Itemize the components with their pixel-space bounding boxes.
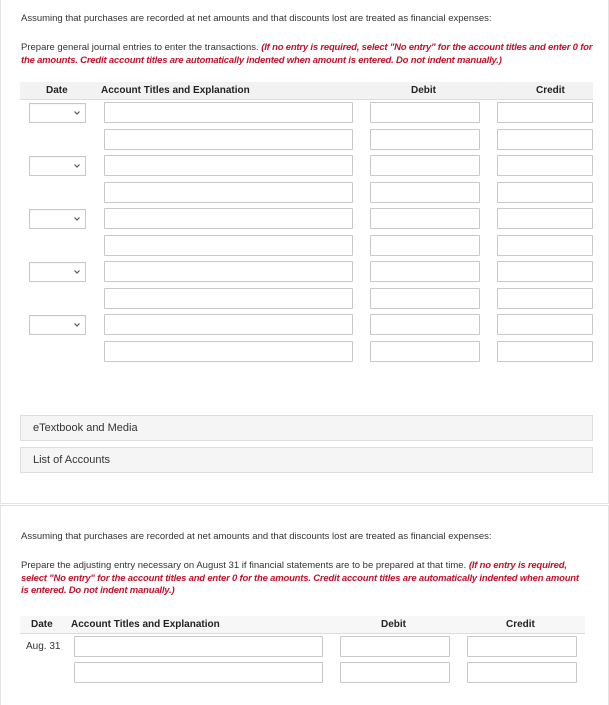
part2-intro: Assuming that purchases are recorded at net amounts and that discounts lost are treated as financial expenses: — [21, 531, 492, 542]
header-credit: Credit — [536, 85, 565, 96]
part1-instruction-text: Prepare general journal entries to enter the transactions. — [21, 42, 259, 53]
entry-credit-input[interactable] — [497, 288, 593, 309]
entry-date-select[interactable] — [29, 315, 86, 335]
part1-intro: Assuming that purchases are recorded at net amounts and that discounts lost are treated as financial expenses: — [21, 13, 492, 24]
entry-credit-input[interactable] — [497, 155, 593, 176]
adj-account-input[interactable] — [74, 662, 323, 683]
part1-instructions — [21, 42, 596, 67]
adjusting-table-header — [20, 616, 585, 634]
entry-credit-input[interactable] — [497, 129, 593, 150]
part2-instruction-text: Prepare the adjusting entry necessary on August 31 if financial statements are to be prepared at that time. — [21, 560, 467, 571]
entry-date-select[interactable] — [29, 156, 86, 176]
chevron-down-icon — [73, 162, 81, 170]
entry-account-input[interactable] — [104, 235, 353, 256]
entry-account-input[interactable] — [104, 208, 353, 229]
entry-credit-input[interactable] — [497, 261, 593, 282]
chevron-down-icon — [73, 268, 81, 276]
entry-account-input[interactable] — [104, 341, 353, 362]
entry-debit-input[interactable] — [370, 288, 480, 309]
chevron-down-icon — [73, 321, 81, 329]
entry-date-select[interactable] — [29, 103, 86, 123]
chevron-down-icon — [73, 215, 81, 223]
adj-credit-input[interactable] — [467, 636, 577, 657]
entry-account-input[interactable] — [104, 314, 353, 335]
entry-debit-input[interactable] — [370, 129, 480, 150]
entry-date-select[interactable] — [29, 262, 86, 282]
adj-debit-input[interactable] — [340, 636, 450, 657]
entry-debit-input[interactable] — [370, 235, 480, 256]
entry-debit-input[interactable] — [370, 155, 480, 176]
part2-instruction-red: (If no entry is required, select "No entry" for the account titles and enter 0 for the amounts. Credit account titles are automatically indented when amount is entered. Do not indent manually.) — [21, 560, 579, 596]
header-account-titles: Account Titles and Explanation — [101, 85, 250, 96]
entry-date-select[interactable] — [29, 209, 86, 229]
chevron-down-icon — [73, 109, 81, 117]
entry-account-input[interactable] — [104, 261, 353, 282]
entry-account-input[interactable] — [104, 288, 353, 309]
entry-debit-input[interactable] — [370, 182, 480, 203]
adj-header-debit: Debit — [381, 619, 406, 630]
list-of-accounts-link[interactable]: List of Accounts — [20, 447, 593, 473]
adjusting-entry-card — [0, 505, 609, 705]
entry-debit-input[interactable] — [370, 341, 480, 362]
adj-account-input[interactable] — [74, 636, 323, 657]
header-date: Date — [46, 85, 68, 96]
entry-account-input[interactable] — [104, 155, 353, 176]
entry-debit-input[interactable] — [370, 102, 480, 123]
adj-header-account-titles: Account Titles and Explanation — [71, 619, 220, 630]
adj-header-credit: Credit — [506, 619, 535, 630]
entry-debit-input[interactable] — [370, 314, 480, 335]
entry-credit-input[interactable] — [497, 102, 593, 123]
adj-date-label: Aug. 31 — [26, 641, 61, 652]
etextbook-media-link[interactable]: eTextbook and Media — [20, 415, 593, 441]
entry-account-input[interactable] — [104, 102, 353, 123]
part2-instructions — [21, 560, 581, 598]
adj-debit-input[interactable] — [340, 662, 450, 683]
part1-instruction-red: (If no entry is required, select "No entry" for the account titles and enter 0 for the amounts. Credit account titles are automatically indented when amount is entered. Do not indent manually.) — [21, 42, 593, 66]
entry-debit-input[interactable] — [370, 261, 480, 282]
adj-credit-input[interactable] — [467, 662, 577, 683]
entry-credit-input[interactable] — [497, 182, 593, 203]
entry-credit-input[interactable] — [497, 341, 593, 362]
entry-credit-input[interactable] — [497, 314, 593, 335]
adj-header-date: Date — [31, 619, 53, 630]
journal-table-header — [20, 82, 593, 100]
entry-account-input[interactable] — [104, 182, 353, 203]
entry-credit-input[interactable] — [497, 235, 593, 256]
entry-credit-input[interactable] — [497, 208, 593, 229]
entry-account-input[interactable] — [104, 129, 353, 150]
header-debit: Debit — [411, 85, 436, 96]
entry-debit-input[interactable] — [370, 208, 480, 229]
